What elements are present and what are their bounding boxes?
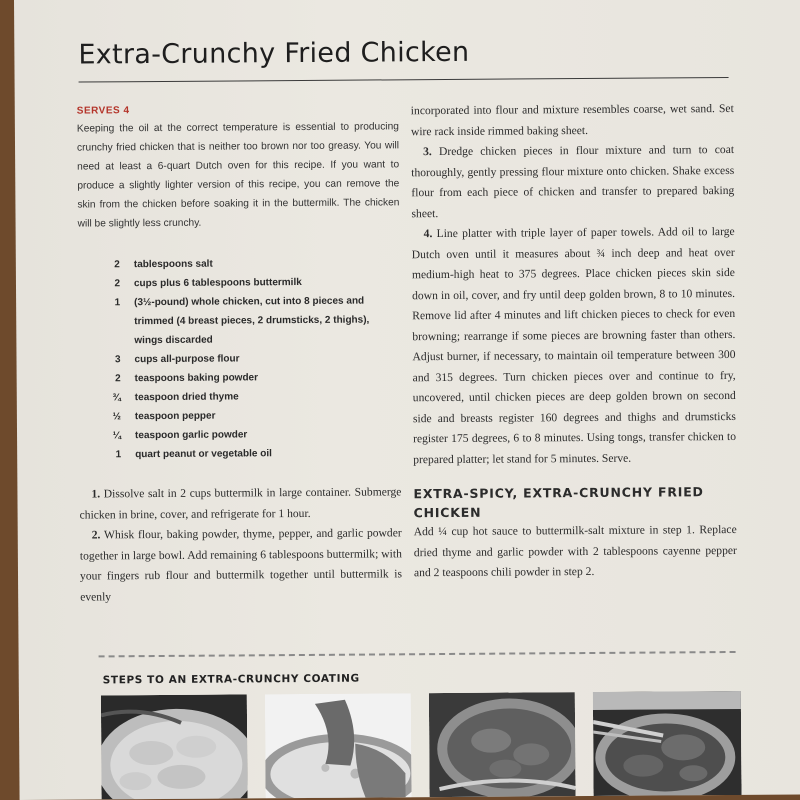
ingredient-item: teaspoon dried thyme — [134, 391, 239, 404]
step-number: 4. — [423, 227, 433, 241]
turn-photo-illustration — [593, 691, 742, 796]
steps-heading: STEPS TO AN EXTRA-CRUNCHY COATING — [102, 672, 360, 687]
method-step — [79, 482, 401, 525]
ingredient-item: cups all-purpose flour — [134, 353, 240, 366]
section-divider — [99, 651, 736, 657]
ingredient-row — [78, 272, 400, 293]
serves-label: SERVES 4 — [76, 105, 130, 117]
step-text: Dredge chicken pieces in flour mixture and turn to coat thoroughly, gently pressing flour mixture onto chicken. Shake excess flour from each piece of chicken and transfer to prepared baking sheet. — [411, 142, 735, 220]
step-text: incorporated into flour and mixture resembles coarse, wet sand. Set wire rack inside rimmed baking sheet. — [410, 101, 734, 138]
step-photo-turn — [593, 691, 742, 796]
step-number: 2. — [91, 528, 101, 542]
step-photo-brine — [101, 694, 248, 799]
method-step-continued — [411, 99, 734, 142]
ingredient-qty: 1 — [114, 297, 121, 309]
cookbook-page — [14, 0, 800, 800]
fry-photo-illustration — [429, 692, 576, 797]
ingredient-row — [79, 367, 401, 388]
right-column — [411, 99, 737, 584]
ingredient-row — [79, 424, 401, 445]
step-number: 3. — [423, 145, 432, 159]
variation-title: EXTRA-SPICY, EXTRA-CRUNCHY FRIED CHICKEN — [413, 484, 704, 521]
step-text: Whisk flour, baking powder, thyme, pepper, and garlic powder together in large bowl. Add remaining 6 tablespoons buttermilk; with your fingers rub flour and buttermilk together until buttermilk is evenly — [79, 526, 403, 604]
ingredient-qty: ¾ — [112, 392, 121, 404]
left-column — [77, 103, 402, 607]
ingredient-item: teaspoon garlic powder — [135, 429, 248, 442]
ingredient-row — [79, 405, 401, 426]
step-text: Dissolve salt in 2 cups buttermilk in large container. Submerge chicken in brine, cover, and refrigerate for 1 hour. — [79, 485, 402, 522]
flour-photo-illustration — [265, 693, 412, 798]
ingredient-row — [78, 253, 400, 274]
step-text: Line platter with triple layer of paper towels. Add oil to large Dutch oven until it measures about ¾ inch deep and heat over medium-high heat to 375 degrees. Place chicken pieces skin side down in oil, cover, and fry until deep golden brown, 8 to 10 minutes. Remove lid after 4 minutes and lift chicken pieces to check for even browning; rearrange if some pieces are browning faster than others. Adjust burner, if necessary, to maintain oil temperature between 300 and 315 degrees. Turn chicken pieces over and continue to fry, uncovered, until chicken pieces are deep golden brown on second side and breasts register 160 degrees and thighs and drumsticks register 175 degrees, 6 to 8 minutes. Using tongs, transfer chicken to prepared platter; let stand for 5 minutes. Serve. — [411, 224, 737, 466]
ingredient-row — [79, 443, 401, 464]
ingredient-item: quart peanut or vegetable oil — [135, 448, 272, 461]
step-photo-strip — [101, 691, 742, 799]
page-title: Extra-Crunchy Fried Chicken — [78, 36, 470, 71]
method-step — [412, 222, 737, 470]
ingredient-qty: ½ — [112, 411, 121, 423]
variation-text: Add ¼ cup hot sauce to buttermilk-salt mixture in step 1. Replace dried thyme and garlic powder with 2 tablespoons cayenne pepper and 2 teaspoons chili powder in step 2. — [413, 522, 737, 580]
method-step — [411, 140, 735, 224]
ingredient-item: teaspoon pepper — [134, 410, 216, 423]
ingredient-item: tablespoons salt — [133, 258, 213, 271]
ingredient-qty: 1 — [115, 449, 122, 461]
ingredient-qty: 2 — [114, 259, 120, 271]
ingredient-row — [78, 291, 400, 350]
step-photo-flour — [265, 693, 412, 798]
ingredient-row — [79, 386, 401, 407]
ingredient-item: teaspoons baking powder — [134, 372, 259, 385]
ingredient-item: (3½-pound) whole chicken, cut into 8 pieces and trimmed (4 breast pieces, 2 drumsticks, 2 thighs), wings discarded — [134, 295, 370, 347]
ingredient-row — [78, 348, 400, 369]
ingredient-list — [78, 253, 401, 464]
intro-text: Keeping the oil at the correct temperature is essential to producing crunchy fried chicken that is neither too brown nor too greasy. You will need at least a 6-quart Dutch oven for this recipe. If you want to produce a slightly lighter version of this recipe, you can remove the skin from the chicken before soaking it in the buttermilk. The chicken will be slightly less crunchy. — [76, 121, 400, 230]
step-photo-fry — [429, 692, 576, 797]
method-step — [80, 523, 403, 607]
step-number: 1. — [91, 487, 101, 501]
method-steps-left — [79, 482, 402, 607]
ingredient-qty: ¼ — [112, 430, 122, 442]
ingredient-qty: 2 — [115, 373, 121, 385]
ingredient-qty: 3 — [114, 354, 121, 366]
brine-photo-illustration — [101, 694, 248, 799]
ingredient-qty: 2 — [114, 278, 121, 290]
title-rule — [79, 77, 729, 83]
ingredient-item: cups plus 6 tablespoons buttermilk — [133, 276, 302, 290]
